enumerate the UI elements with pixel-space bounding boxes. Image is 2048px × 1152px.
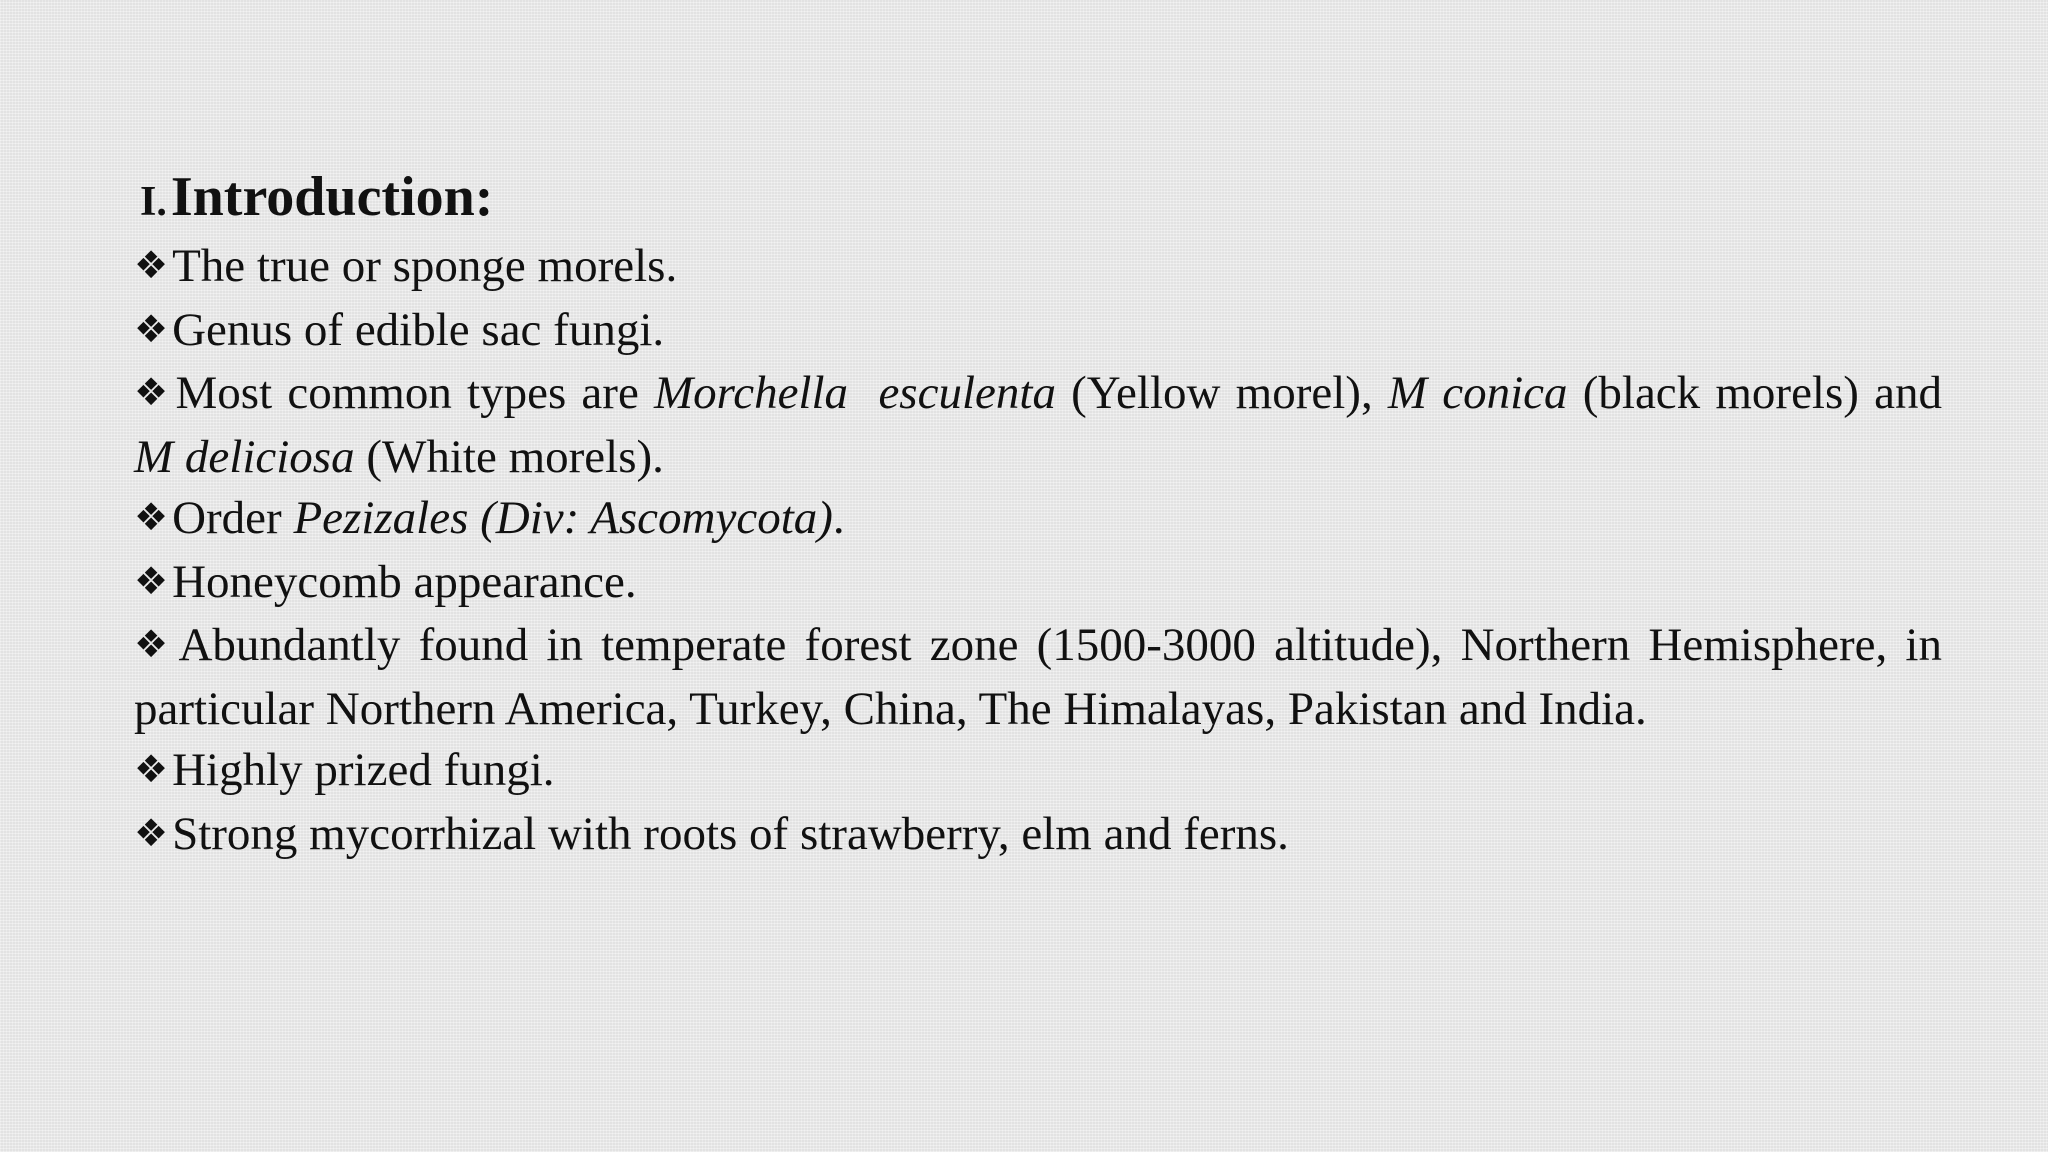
bullet-list — [134, 236, 1942, 867]
bullet-text: (Yellow morel), — [1055, 367, 1388, 419]
bullet-text: (black morels) and — [1567, 367, 1942, 419]
diamond-bullet-icon: ❖ — [134, 810, 169, 855]
diamond-bullet-icon: ❖ — [134, 558, 169, 603]
bullet-item — [134, 615, 1942, 740]
bullet-item — [134, 300, 1942, 364]
bullet-item — [134, 552, 1942, 616]
bullet-text: . — [832, 492, 845, 544]
diamond-bullet-icon: ❖ — [134, 370, 172, 414]
bullet-text: Order — [172, 492, 294, 544]
species-name: M conica — [1387, 367, 1568, 419]
diamond-bullet-icon: ❖ — [134, 306, 169, 351]
bullet-text: Genus of edible sac fungi. — [172, 303, 665, 356]
bullet-text: Strong mycorrhizal with roots of strawberry, elm and ferns. — [172, 807, 1289, 860]
diamond-bullet-icon: ❖ — [134, 243, 169, 287]
bullet-item — [134, 804, 1942, 868]
species-name: Morchella esculenta — [654, 367, 1056, 419]
bullet-text: Honeycomb appearance. — [172, 555, 637, 608]
bullet-text: Highly prized fungi. — [172, 744, 555, 796]
bullet-text: Most common types are — [175, 367, 655, 419]
diamond-bullet-icon: ❖ — [134, 495, 169, 539]
bullet-text: (White morels). — [354, 430, 664, 483]
bullet-item — [134, 236, 1942, 300]
heading-number: I. — [140, 179, 167, 225]
bullet-item — [134, 363, 1942, 488]
section-heading — [140, 162, 1942, 232]
diamond-bullet-icon: ❖ — [134, 747, 169, 791]
taxon-name: Pezizales (Div: Ascomycota) — [293, 492, 833, 544]
slide-content — [134, 162, 1942, 867]
species-name: M deliciosa — [134, 430, 355, 483]
bullet-text: The true or sponge morels. — [172, 240, 678, 292]
bullet-text: Abundantly found in temperate forest zone (1500-3000 altitude), Northern Hemisphere, in particular Northern America, Turkey, China, The Himalayas, Pakistan and India. — [134, 619, 1942, 735]
bullet-item — [134, 488, 1942, 552]
heading-title: Introduction: — [170, 166, 494, 228]
diamond-bullet-icon: ❖ — [134, 622, 175, 666]
bullet-item — [134, 740, 1942, 804]
